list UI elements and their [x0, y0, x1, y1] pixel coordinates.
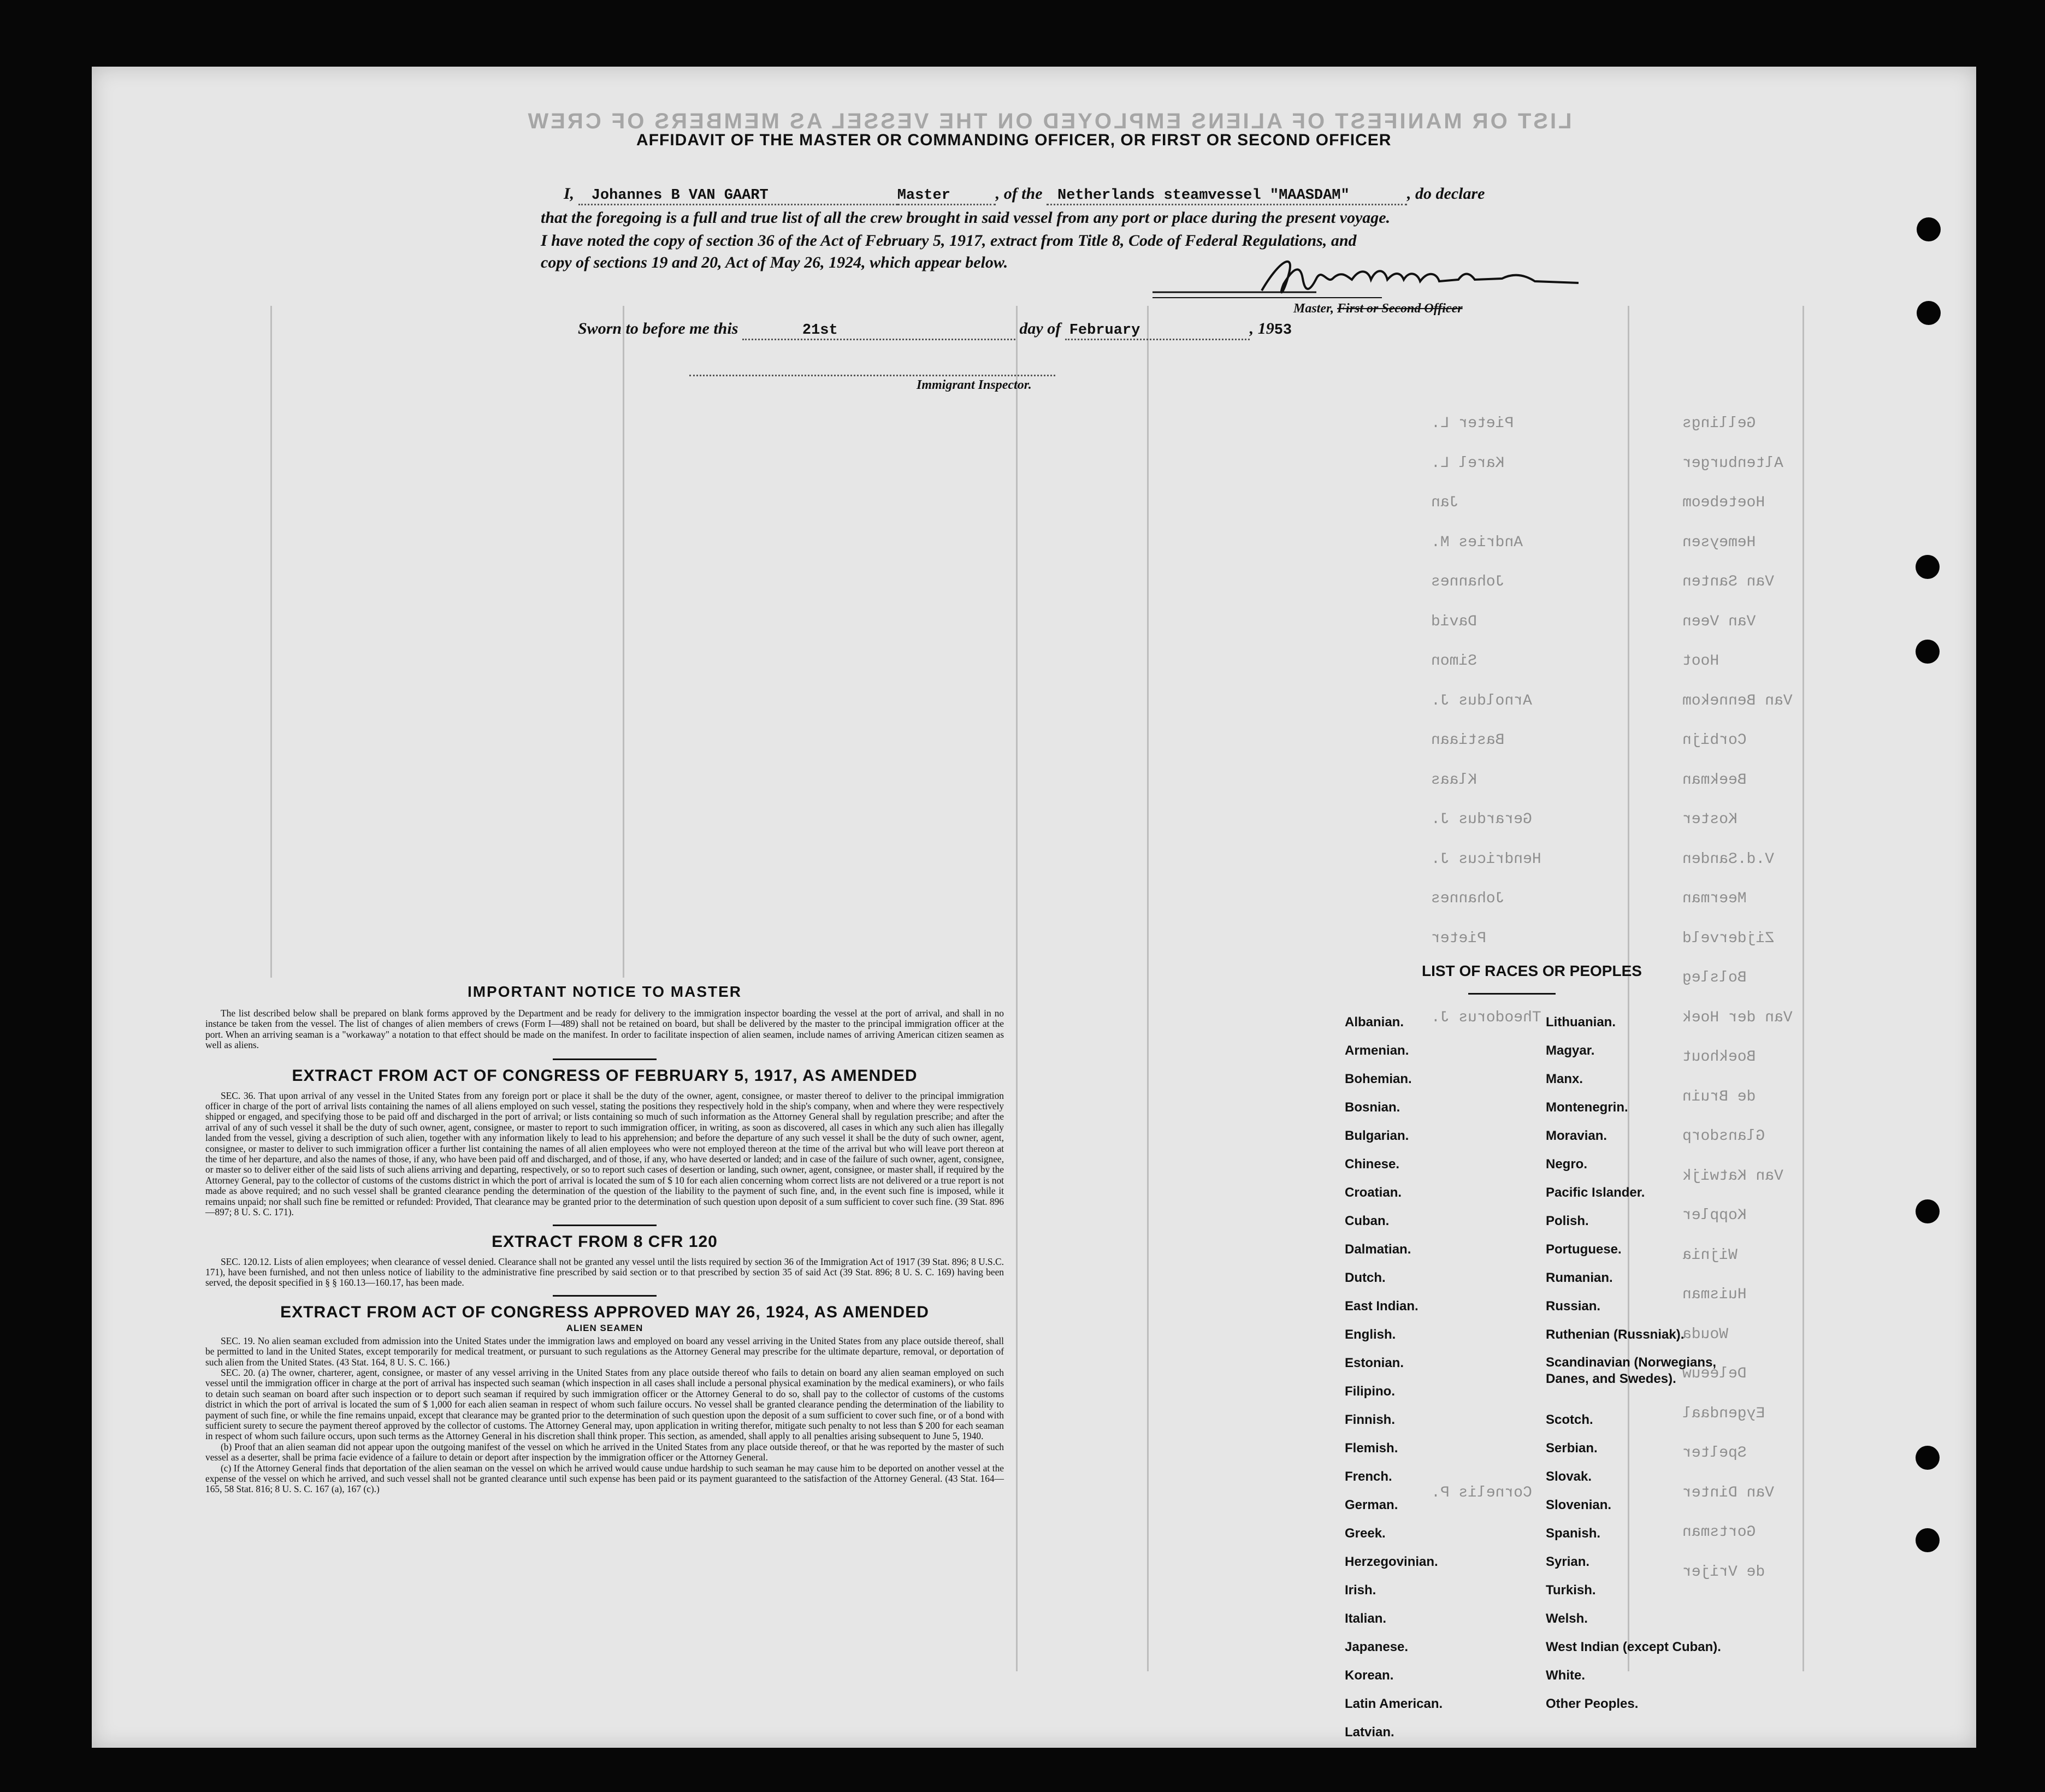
sworn-prefix: Sworn to before me this: [578, 320, 738, 338]
bleed-given-name: Simon: [1431, 653, 1477, 670]
race-item: Pacific Islander.: [1546, 1185, 1645, 1200]
bleed-surname: Boekhout: [1682, 1049, 1756, 1066]
bleed-rule: [1016, 306, 1018, 1671]
bleed-surname: Eygendaal: [1682, 1405, 1765, 1422]
binder-hole: [1917, 301, 1941, 325]
binder-hole: [1916, 1446, 1940, 1470]
race-item: Slovak.: [1546, 1469, 1592, 1484]
race-item: Bosnian.: [1345, 1100, 1400, 1115]
signature-caption: [1293, 301, 1463, 316]
affidavit-line-1: [564, 185, 1485, 205]
divider: [553, 1295, 657, 1297]
race-item: Korean.: [1345, 1668, 1394, 1683]
bleed-surname: Spelter: [1682, 1445, 1747, 1462]
race-item: Cuban.: [1345, 1214, 1390, 1228]
bleed-given-name: Andries M.: [1431, 534, 1523, 551]
extract-1917-title: EXTRACT FROM ACT OF CONGRESS OF FEBRUARY 5, 1917, AS AMENDED: [292, 1066, 918, 1085]
affidavit-line-4: copy of sections 19 and 20, Act of May 26, 1924, which appear below.: [541, 253, 1008, 271]
bleed-surname: Van Bennekom: [1682, 692, 1793, 709]
race-item: Albanian.: [1345, 1015, 1404, 1030]
notice-title: IMPORTANT NOTICE TO MASTER: [467, 983, 742, 1000]
bleed-given-name: Pieter L.: [1431, 415, 1514, 432]
binder-hole: [1916, 555, 1940, 579]
race-item: Armenian.: [1345, 1043, 1409, 1058]
race-item: Bulgarian.: [1345, 1128, 1409, 1143]
master-name: Johannes B VAN GAART: [591, 187, 769, 204]
race-item: Syrian.: [1546, 1554, 1590, 1569]
bleed-surname: Gortsman: [1682, 1524, 1756, 1541]
race-item: Flemish.: [1345, 1441, 1398, 1456]
bleed-surname: Glansdorp: [1682, 1128, 1765, 1145]
race-item: Herzegovinian.: [1345, 1554, 1438, 1569]
inspector-signature-line: [689, 375, 1055, 376]
race-item: German.: [1345, 1498, 1398, 1512]
bleed-rule: [270, 306, 272, 978]
race-item: Spanish.: [1546, 1526, 1601, 1541]
bleed-given-name: Johannes: [1431, 573, 1505, 590]
race-item: Scandinavian (Norwegians, Danes, and Swedes).: [1546, 1355, 1717, 1386]
races-title: LIST OF RACES OR PEOPLES: [1422, 962, 1642, 979]
race-item: Latin American.: [1345, 1696, 1443, 1711]
binder-hole: [1916, 1199, 1940, 1223]
race-item: Croatian.: [1345, 1185, 1402, 1200]
divider: [553, 1225, 657, 1226]
race-item: White.: [1546, 1668, 1585, 1683]
races-left-column: [1345, 1008, 1443, 1747]
bleed-surname: Van Santen: [1682, 573, 1775, 590]
bleed-surname: Bolsleg: [1682, 969, 1747, 986]
affidavit-prefix: I,: [564, 185, 575, 203]
races-right-column: [1546, 1008, 1753, 1718]
day-of-text: day of: [1019, 320, 1061, 338]
bleed-surname: Koster: [1682, 811, 1737, 828]
bleed-through-header: LIST OR MANIFEST OF ALIENS EMPLOYED ON THE VESSEL AS MEMBERS OF CREW: [525, 109, 1572, 133]
bleed-given-name: Arnoldus J.: [1431, 692, 1532, 709]
bleed-given-name: Pieter: [1431, 930, 1486, 947]
bleed-given-name: Karel L.: [1431, 454, 1505, 472]
caption-officer-struck: First or Second Officer: [1337, 301, 1463, 316]
bleed-surname: Van Dinter: [1682, 1484, 1775, 1501]
of-the-text: , of the: [995, 185, 1043, 203]
extract-cfr-title: EXTRACT FROM 8 CFR 120: [492, 1232, 718, 1251]
race-item: Japanese.: [1345, 1640, 1409, 1654]
race-item: Greek.: [1345, 1526, 1386, 1541]
race-item: Portuguese.: [1546, 1242, 1622, 1257]
bleed-surname: Hemeysen: [1682, 534, 1756, 551]
extract-1917-body: SEC. 36. That upon arrival of any vessel in the United States from any foreign port or place it shall be the duty of the owner, agent, consignee, or master thereof to deliver to the principal immigration officer in charge of the port of arrival lists containing the names of all aliens employed on such vessel, stating the positions they respectively hold in the ship's company, when and where they were respectively shipped or engaged, and specifying those to be paid off and discharged in the port of arrival; or lists containing so much of such information as the Attorney General shall by regulation prescribe; and after the arrival of any of such vessel it shall be the duty of such owner, agent, consignee, or master to report to such immigration officer, in writing, as soon as discovered, all cases in which any such alien has illegally landed from the vessel, giving a description of such alien, together with any information likely to lead to his apprehension; and before the departure of any such vessel it shall be the duty of such owner, agent, consignee, or master to deliver to such immigration officer a further list containing the names of all alien employees who were not employed thereon at the time of the arrival but who will leave port thereon at the time of her departure, and also the names of those, if any, who have been paid off and discharged, and of those, if any, who have deserted or landed; and in case of the failure of such owner, agent, consignee, or master so to deliver either of the said lists of such aliens arriving and departing, respectively, or so to report such cases of desertion or landing, such owner, agent, consignee, or master shall, if required by the Attorney General, pay to the collector of customs of the customs district in which the port of arrival is located the sum of $ 10 for each alien concerning whom correct lists are not delivered or a true report is not made as above required; and no such vessel shall be granted clearance pending the determination of the question of the liability to the payment of such fine, and, in the event such fine is imposed, while it remains unpaid; nor shall such fine be remitted or refunded: Provided, That clearance may be granted prior to the determination of such question upon deposit of a sum sufficient to cover such fine. (39 Stat. 896—897; 8 U. S. C. 171).: [205, 1090, 1004, 1218]
year-suffix: 53: [1274, 322, 1292, 339]
sec-20a-body: SEC. 20. (a) The owner, charterer, agent, consignee, or master of any vessel arriving in the United States from any place outside thereof who fails to detain on board any alien seaman employed on such vessel until the immigration officer in charge at the port of arrival has inspected such seaman (which inspection in all cases shall include a personal physical examination by the medical examiners), or who fails to detain such seaman on board after such inspection or to deport such seaman if required by such immigration officer or the Attorney General to do so, shall pay to the collector of customs of the customs district in which the port of arrival is located the sum of $ 1,000 for each alien seaman in respect of whom such failure occurs. No vessel shall be granted clearance pending the determination of the liability to payment of such fine, or while the fine remains unpaid, except that clearance may be granted prior to the determination of such question upon the deposit of a sum sufficient to cover such fine, or of a bond with sufficient surety to secure the payment thereof approved by the collector of customs. The Attorney General may, upon application in writing therefor, mitigate such penalty to not less than $ 200 for each seaman in respect of whom such failure occurs, upon such terms as the Attorney General in his discretion shall think proper. This section, as amended, shall apply to all penalties arising subsequent to June 5, 1940.: [205, 1367, 1004, 1442]
race-item: Rumanian.: [1546, 1270, 1613, 1285]
alien-seamen-subtitle: ALIEN SEAMEN: [566, 1322, 643, 1333]
bleed-given-name: Jan: [1431, 494, 1459, 511]
bleed-rule: [623, 306, 624, 978]
bleed-given-name: Johannes: [1431, 890, 1505, 907]
year-prefix: , 19: [1249, 320, 1274, 338]
bleed-surname: Wouda: [1682, 1326, 1729, 1343]
bleed-surname: Hoetebeom: [1682, 494, 1765, 511]
extract-1924-title: EXTRACT FROM ACT OF CONGRESS APPROVED MAY 26, 1924, AS AMENDED: [280, 1303, 929, 1321]
bleed-surname: Van der Hoek: [1682, 1009, 1793, 1026]
bleed-given-name: Gerardus J.: [1431, 811, 1532, 828]
sec-20c-body: (c) If the Attorney General finds that deportation of the alien seaman on the vessel on which he arrived would cause undue hardship to such seaman he may cause him to be deported on another vessel at the expense of the vessel on which he arrived, and such vessel shall not be granted clearance until such expense has been paid or its payment guaranteed to the satisfaction of the Attorney General. (43 Stat. 164—165, 58 Stat. 816; 8 U. S. C. 167 (a), 167 (c).): [205, 1462, 1004, 1495]
race-item: Dutch.: [1345, 1270, 1386, 1285]
race-item: East Indian.: [1345, 1299, 1419, 1314]
race-item: Other Peoples.: [1546, 1696, 1639, 1711]
divider: [553, 1058, 657, 1060]
bleed-given-name: David: [1431, 613, 1477, 630]
race-item: Italian.: [1345, 1611, 1387, 1626]
races-underline: [1468, 993, 1556, 995]
binder-hole: [1916, 640, 1940, 664]
rank: Master: [897, 187, 950, 204]
race-item: Ruthenian (Russniak).: [1546, 1327, 1685, 1342]
bleed-rule: [1802, 306, 1804, 1671]
race-item: Negro.: [1546, 1157, 1588, 1172]
race-item: Serbian.: [1546, 1441, 1598, 1456]
extract-cfr-body: SEC. 120.12. Lists of alien employees; when clearance of vessel denied. Clearance shall not be granted any vessel until the lists required by section 36 of the Immigration Act of 1917 (39 Stat. 896; 8 U.S.C. 171), have been furnished, and not then unless notice of liability to the administrative fine prescribed by said section or to that prescribed by section 35 of said Act (39 Stat. 896; 8 U. S. C. 169) having been served, the deposit specified in § § 160.13—160.17, has been made.: [205, 1256, 1004, 1288]
race-item: Estonian.: [1345, 1356, 1404, 1370]
caption-master: Master,: [1293, 301, 1334, 316]
do-declare-text: , do declare: [1407, 185, 1485, 203]
sworn-day: 21st: [802, 322, 838, 339]
race-item: Manx.: [1546, 1072, 1583, 1086]
bleed-surname: Deleeuw: [1682, 1365, 1747, 1382]
bleed-surname: Beekman: [1682, 771, 1747, 789]
bleed-surname: Hoot: [1682, 653, 1719, 670]
race-item: Moravian.: [1546, 1128, 1607, 1143]
notice-block: [205, 983, 1004, 1495]
bleed-surname: V.d.Sanden: [1682, 850, 1775, 868]
bleed-given-name: Hendricus J.: [1431, 850, 1541, 868]
bleed-given-name: Klaas: [1431, 771, 1477, 789]
race-item: Russian.: [1546, 1299, 1601, 1314]
bleed-surname: Meerman: [1682, 890, 1747, 907]
bleed-rule: [1147, 306, 1149, 1671]
race-item: Bohemian.: [1345, 1072, 1412, 1086]
bleed-given-name: Bastiaan: [1431, 732, 1505, 749]
bleed-surname: Altenburger: [1682, 454, 1783, 472]
race-item: Montenegrin.: [1546, 1100, 1628, 1115]
bleed-surname: Zijderveld: [1682, 930, 1775, 947]
race-item: Welsh.: [1546, 1611, 1588, 1626]
race-item: Dalmatian.: [1345, 1242, 1411, 1257]
sec-19-body: SEC. 19. No alien seaman excluded from admission into the United States under the immigration laws and employed on board any vessel arriving in the United States from any place outside thereof, shall be permitted to land in the United States, except temporarily for medical treatment, or pursuant to such regulations as the Attorney General may prescribe for the ultimate departure, removal, or deportation of such alien from the United States. (43 Stat. 164, 8 U. S. C. 166.): [205, 1335, 1004, 1368]
race-item: Finnish.: [1345, 1412, 1395, 1427]
race-item: Filipino.: [1345, 1384, 1395, 1399]
race-item: Slovenian.: [1546, 1498, 1612, 1512]
race-item: Turkish.: [1546, 1583, 1596, 1598]
bleed-surname: Corbijn: [1682, 732, 1747, 749]
bleed-surname: Koppler: [1682, 1207, 1747, 1224]
bleed-surname: Gellings: [1682, 415, 1756, 432]
affidavit-line-3: I have noted the copy of section 36 of the Act of February 5, 1917, extract from Title 8, Code of Federal Regulations, and: [541, 232, 1357, 250]
race-item: English.: [1345, 1327, 1396, 1342]
bleed-surname: Huisman: [1682, 1286, 1747, 1303]
binder-hole: [1916, 1528, 1940, 1552]
bleed-surname: Van Katwijk: [1682, 1167, 1783, 1185]
bleed-surname: de Vrijer: [1682, 1563, 1765, 1581]
bleed-given-name: Cornelis P.: [1431, 1484, 1532, 1501]
binder-hole: [1917, 217, 1941, 241]
vessel-name: Netherlands steamvessel "MAASDAM": [1057, 187, 1350, 204]
race-item: Polish.: [1546, 1214, 1589, 1228]
inspector-label: Immigrant Inspector.: [917, 378, 1032, 392]
race-item: Irish.: [1345, 1583, 1376, 1598]
race-item: Latvian.: [1345, 1725, 1394, 1740]
sworn-month: February: [1069, 322, 1140, 339]
bleed-surname: Wijnia: [1682, 1246, 1737, 1264]
race-item: Scotch.: [1546, 1412, 1593, 1427]
race-item: Lithuanian.: [1546, 1015, 1616, 1030]
race-item: French.: [1345, 1469, 1392, 1484]
sworn-line: [578, 320, 1292, 340]
bleed-given-name: Theodorus J.: [1431, 1009, 1541, 1026]
affidavit-line-2: that the foregoing is a full and true list of all the crew brought in said vessel from any port or place during the present voyage.: [541, 209, 1391, 227]
notice-body: The list described below shall be prepared on blank forms approved by the Department and be ready for delivery to the immigration inspector boarding the vessel at the port of arrival, and shall in no instance be taken from the vessel. The list of changes of alien members of crews (Form I—489) shall not be retained on board, but shall be delivered by the master to the principal immigration officer at the port. When an arriving seaman is a "workaway" a notation to that effect should be made on the manifest. In order to facilitate inspection of alien seamen, include names of arriving American citizen seamen as well as aliens.: [205, 1008, 1004, 1051]
sec-20b-body: (b) Proof that an alien seaman did not appear upon the outgoing manifest of the vessel on which he arrived in the United States from any place outside thereof, or that he was reported by the master of such vessel as a deserter, shall be prima facie evidence of a failure to detain or deport after inspection by the immigration officer or the Attorney General.: [205, 1441, 1004, 1463]
bleed-surname: de Bruin: [1682, 1088, 1756, 1105]
race-item: Magyar.: [1546, 1043, 1595, 1058]
race-item: Chinese.: [1345, 1157, 1400, 1172]
race-item: West Indian (except Cuban).: [1546, 1640, 1721, 1654]
bleed-surname: Van Veen: [1682, 613, 1756, 630]
affidavit-title: AFFIDAVIT OF THE MASTER OR COMMANDING OFFICER, OR FIRST OR SECOND OFFICER: [636, 131, 1392, 149]
